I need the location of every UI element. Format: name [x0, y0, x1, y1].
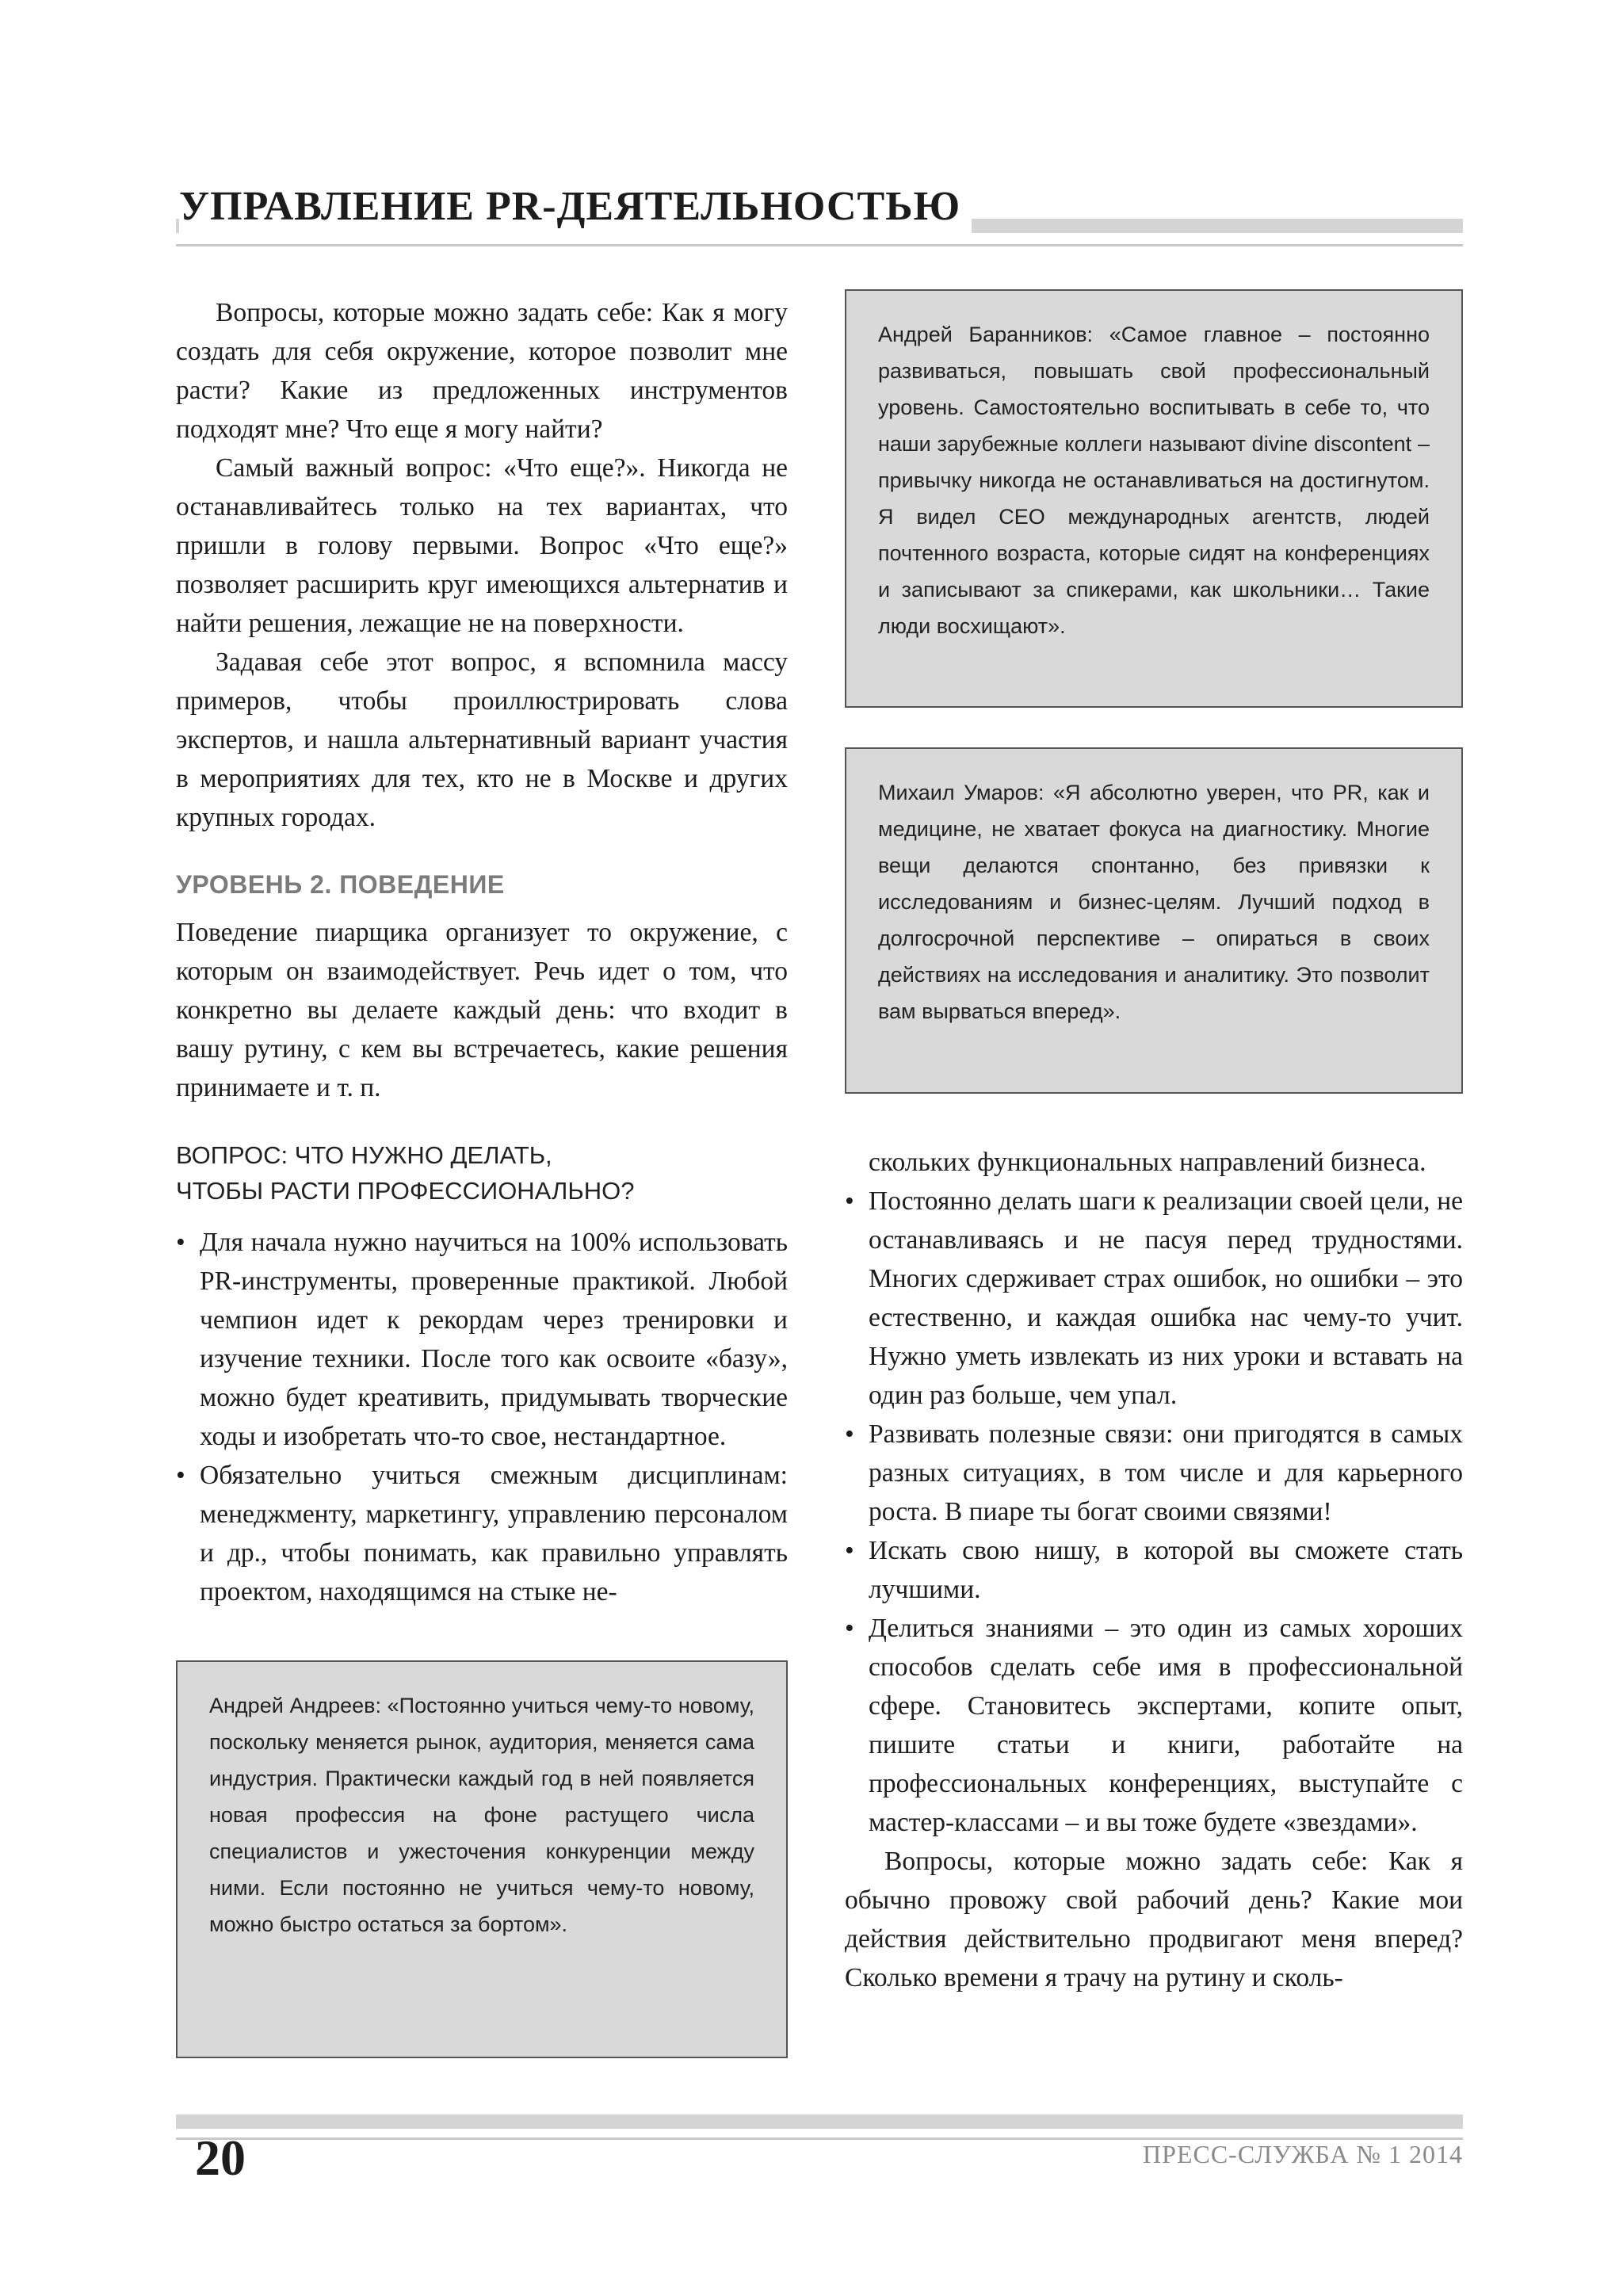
bullet-icon: • [176, 1228, 185, 1257]
paragraph: Самый важный вопрос: «Что еще?». Никогда не останавливайтесь только на тех вариантах, что пришли в голову первыми. Вопрос «Что еще?» позволяет расширить круг имеющихся альтернатив и найти решения, лежащие не на поверхности. [176, 453, 788, 638]
paragraph: скольких функциональных направлений бизнеса. [869, 1148, 1426, 1177]
bullet-list [176, 1223, 788, 1611]
list-item [845, 1415, 1463, 1531]
section-heading: УРОВЕНЬ 2. ПОВЕДЕНИЕ [176, 870, 505, 899]
quote-text: Михаил Умаров: «Я абсолютно уверен, что PR, как и медицине, не хватает фокуса на диагностику. Многие вещи делаются спонтанно, без привязки к исследованиям и бизнес-целям. Лучший подход в долгосрочной перспективе – опираться в своих действиях на исследования и аналитику. Это позволит вам вырваться вперед». [878, 781, 1430, 1023]
header-rule-line [176, 244, 1463, 246]
bullet-list [845, 1182, 1463, 1842]
list-item-text: Постоянно делать шаги к реализации своей цели, не останавливаясь и не пасуя перед трудностями. Многих сдерживает страх ошибок, но ошибки – это естественно, и каждая ошибка нас чему-то учит. Нужно уметь извлекать из них уроки и вставать на один раз больше, чем упал. [869, 1186, 1463, 1410]
list-item-text: Обязательно учиться смежным дисциплинам: менеджменту, маркетингу, управлению персоналом и др., чтобы понимать, как правильно управлять проектом, находящимся на стыке не- [200, 1461, 788, 1606]
footer-rule-bar [176, 2115, 1463, 2129]
right-column [845, 1143, 1463, 1997]
bullet-icon: • [845, 1419, 854, 1449]
bullet-icon: • [845, 1614, 854, 1643]
quote-box-umarov [845, 747, 1463, 1094]
paragraph: Вопросы, которые можно задать себе: Как я могу создать для себя окружение, которое позволит мне расти? Какие из предложенных инструментов подходят мне? Что еще я могу найти? [176, 298, 788, 444]
question-heading [176, 1137, 788, 1209]
question-line: ЧТОБЫ РАСТИ ПРОФЕССИОНАЛЬНО? [176, 1177, 635, 1205]
paragraph: Вопросы, которые можно задать себе: Как я обычно провожу свой рабочий день? Какие мои действия действительно продвигают меня вперед? Сколько времени я трачу на рутину и сколь- [845, 1847, 1463, 1992]
page-number: 20 [195, 2130, 246, 2186]
left-column [176, 293, 788, 1611]
bullet-icon: • [845, 1186, 854, 1216]
paragraph: Поведение пиарщика организует то окружение, с которым он взаимодействует. Речь идет о том, что конкретно вы делаете каждый день: что входит в вашу рутину, с кем вы встречаетесь, какие решения принимаете и т. п. [176, 918, 788, 1102]
bullet-icon: • [845, 1536, 854, 1565]
bullet-icon: • [176, 1461, 185, 1490]
question-line: ВОПРОС: ЧТО НУЖНО ДЕЛАТЬ, [176, 1141, 552, 1169]
quote-box-baranikov [845, 289, 1463, 708]
list-item-text: Искать свою нишу, в которой вы сможете стать лучшими. [869, 1536, 1463, 1604]
magazine-issue: ПРЕСС-СЛУЖБА № 1 2014 [1143, 2140, 1463, 2168]
list-item-text: Делиться знаниями – это один из самых хороших способов сделать себе имя в профессиональной сфере. Становитесь экспертами, копите опыт, пишите статьи и книги, работайте на профессиональных конференциях, выступайте с мастер-классами – и вы тоже будете «звездами». [869, 1614, 1463, 1837]
quote-text: Андрей Андреев: «Постоянно учиться чему-то новому, поскольку меняется рынок, аудитория, меняется сама индустрия. Практически каждый год в ней появляется новая профессия на фоне растущего числа специалистов и ужесточения конкуренции между ними. Если постоянно не учиться чему-то новому, можно быстро остаться за бортом». [209, 1694, 754, 1936]
quote-text: Андрей Баранников: «Самое главное – постоянно развиваться, повышать свой профессиональный уровень. Самостоятельно воспитывать в себе то, что наши зарубежные коллеги называют divine discontent – привычку никогда не останавливаться на достигнутом. Я видел CEO международных агентств, людей почтенного возраста, которые сидят на конференциях и записывают за спикерами, как школьники… Такие люди восхищают». [878, 323, 1430, 638]
list-item [845, 1609, 1463, 1842]
quote-box-andreev [176, 1660, 788, 2058]
paragraph: Задавая себе этот вопрос, я вспомнила массу примеров, чтобы проиллюстрировать слова экспертов, и нашла альтернативный вариант участия в мероприятиях для тех, кто не в Москве и других крупных городах. [176, 648, 788, 832]
list-item [845, 1182, 1463, 1415]
list-item [845, 1531, 1463, 1609]
page-title: УПРАВЛЕНИЕ PR-ДЕЯТЕЛЬНОСТЬЮ [179, 179, 972, 235]
list-item [176, 1223, 788, 1456]
list-item-text: Для начала нужно научиться на 100% использовать PR-инструменты, проверенные практикой. Любой чемпион идет к рекордам через тренировки и изучение техники. После того как освоите «базу», можно будет креативить, придумывать творческие ходы и изобретать что-то свое, нестандартное. [200, 1228, 788, 1451]
list-item [176, 1456, 788, 1611]
list-item-text: Развивать полезные связи: они пригодятся в самых разных ситуациях, в том числе и для карьерного роста. В пиаре ты богат своими связями! [869, 1419, 1463, 1526]
